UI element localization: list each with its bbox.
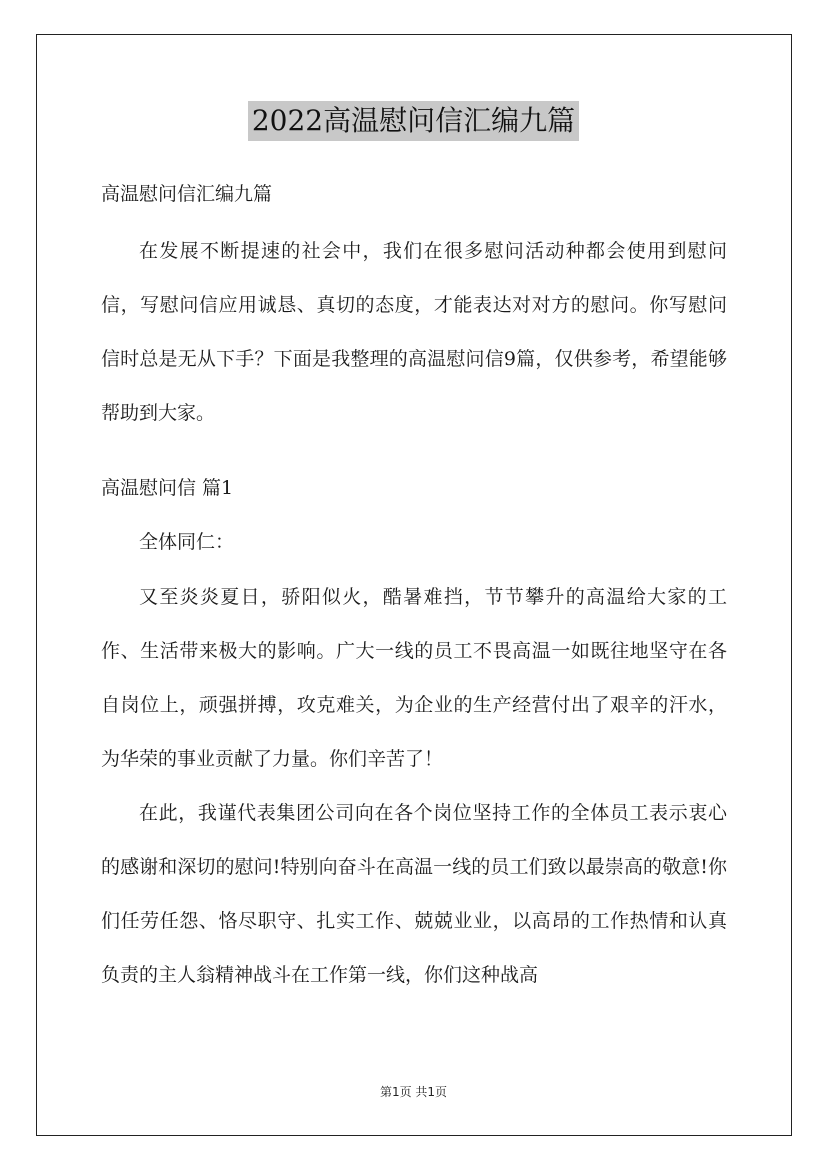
document-body — [101, 172, 727, 1002]
section-spacer — [101, 440, 727, 468]
title-container — [0, 101, 827, 141]
body-paragraph: 在此，我谨代表集团公司向在各个岗位坚持工作的全体员工表示衷心的感谢和深切的慰问!特别向奋斗在高温一线的员工们致以最崇高的敬意!你们任劳任怨、恪尽职守、扎实工作、兢兢业业，以高昂的工作热情和认真负责的主人翁精神战斗在工作第一线，你们这种战高 — [101, 802, 727, 986]
document-subtitle: 高温慰问信汇编九篇 — [101, 183, 273, 205]
intro-paragraph: 在发展不断提速的社会中，我们在很多慰问活动种都会使用到慰问信，写慰问信应用诚恳、真切的态度，才能表达对对方的慰问。你写慰问信时总是无从下手？下面是我整理的高温慰问信9篇，仅供参考，希望能够帮助到大家。 — [101, 240, 727, 424]
body-paragraph: 又至炎炎夏日，骄阳似火，酷暑难挡，节节攀升的高温给大家的工作、生活带来极大的影响。广大一线的员工不畏高温一如既往地坚守在各自岗位上，顽强拼搏，攻克难关，为企业的生产经营付出了艰辛的汗水，为华荣的事业贡献了力量。你们辛苦了！ — [101, 586, 727, 770]
section-heading: 高温慰问信 篇1 — [101, 477, 234, 499]
letter-greeting: 全体同仁： — [139, 531, 235, 553]
page-number-footer: 第1页 共1页 — [379, 1085, 448, 1099]
document-title: 2022高温慰问信汇编九篇 — [248, 101, 579, 141]
